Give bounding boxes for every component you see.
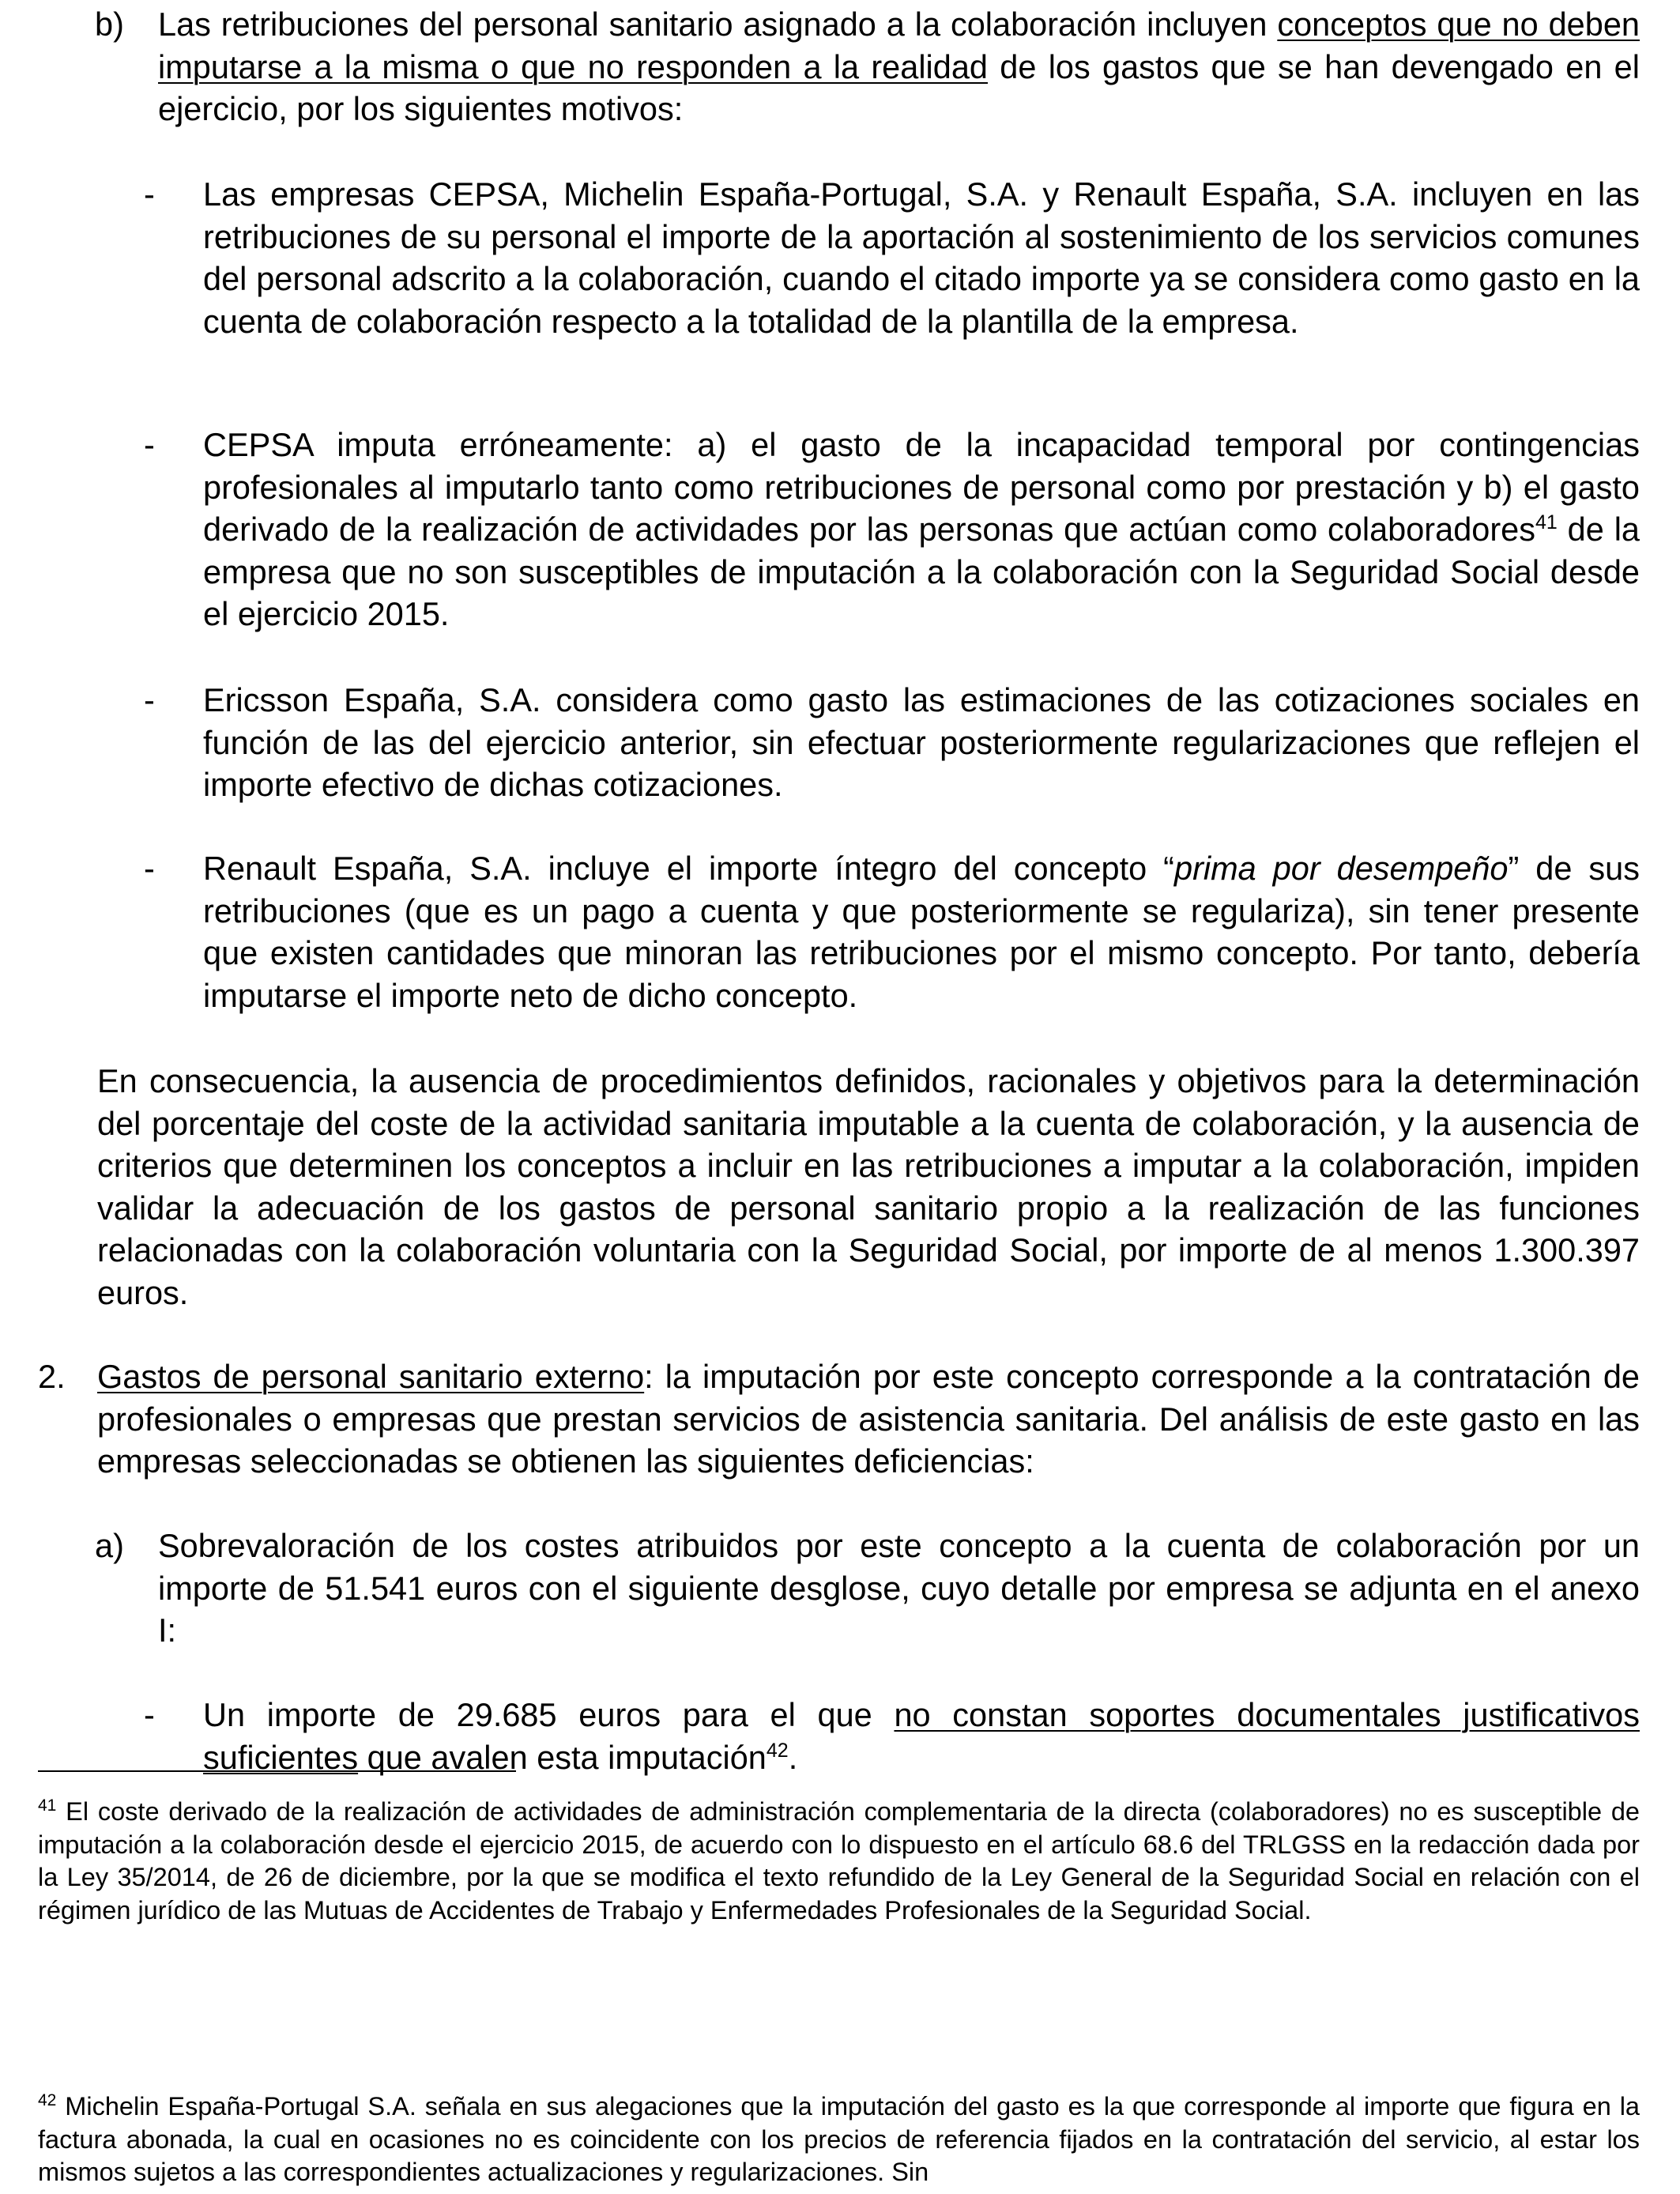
item-2-marker: 2. [38,1358,66,1395]
bullet-dash: - [144,681,155,718]
footnote-42: $^{42}$ Michelin España-Portugal S.A. señala en sus alegaciones que la imputación del gasto es la que corresponde al importe que figura en la factura abonada, la cual en ocasiones no es coincidente con los precios de referencia fijados en la contratación del servicio, al estar los mismos sujetos a las correspondientes actualizaciones y regularizaciones. Sin [38,2091,1640,2186]
section-heading-underlined: Gastos de personal sanitario externo [97,1358,645,1395]
item-2a-paragraph: Sobrevaloración de los costes atribuidos por este concepto a la cuenta de colaboración por un importe de 51.541 euros con el siguiente desglose, cuyo detalle por empresa se adjunta en el anexo I: [158,1527,1640,1649]
item-2-paragraph: Gastos de personal sanitario externo: la imputación por este concepto corresponde a la contratación de profesionales o empresas que prestan servicios de asistencia sanitaria. Del análisis de este gasto en las empresas seleccionadas se obtienen las siguientes deficiencias: [97,1358,1640,1480]
bullet-item-2: CEPSA imputa erróneamente: a) el gasto de la incapacidad temporal por contingencias profesionales al imputarlo tanto como retribuciones de personal como por prestación y b) el gasto derivado de la realización de actividades por las personas que actúan como colaboradores$^{41}$ de la empresa que no son susceptibles de imputación a la colaboración con la Seguridad Social desde el ejercicio 2015. [203,426,1640,632]
item-b-paragraph: Las retribuciones del personal sanitario asignado a la colaboración incluyen conceptos que no deben imputarse a la misma o que no responden a la realidad de los gastos que se han devengado en el ejercicio, por los siguientes motivos: [158,6,1640,127]
bullet-item-2a-1: Un importe de 29.685 euros para el que no constan soportes documentales justificativos suficientes que avalen esta imputación$^{42}$. [203,1696,1640,1776]
underlined-phrase: conceptos que no deben imputarse a la misma o que no responden a la realidad [158,6,1640,85]
bullet-dash: - [144,1696,155,1733]
footnote-ref-41[interactable]: 41 [1535,511,1558,533]
italic-term: prima por desempeño [1173,850,1509,887]
footnote-number: 42 [38,2091,57,2109]
bullet-item-1: Las empresas CEPSA, Michelin España-Portugal, S.A. y Renault España, S.A. incluyen en las retribuciones de su personal el importe de la aportación al sostenimiento de los servicios comunes del personal adscrito a la colaboración, cuando el citado importe ya se considera como gasto en la cuenta de colaboración respecto a la totalidad de la plantilla de la empresa. [203,175,1640,340]
bullet-dash: - [144,175,155,213]
footnote-number: 41 [38,1796,57,1815]
bullet-item-4: Renault España, S.A. incluye el importe íntegro del concepto “prima por desempeño” de sus retribuciones (que es un pago a cuenta y que posteriormente se regulariza), sin tener presente que existen cantidades que minoran las retribuciones por el mismo concepto. Por tanto, debería imputarse el importe neto de dicho concepto. [203,850,1640,1014]
underlined-phrase: no constan soportes documentales justificativos suficientes [203,1696,1640,1776]
bullet-dash: - [144,426,155,463]
bullet-item-3: Ericsson España, S.A. considera como gasto las estimaciones de las cotizaciones sociales en función de las del ejercicio anterior, sin efectuar posteriormente regularizaciones que reflejen el importe efectivo de dichas cotizaciones. [203,681,1640,803]
conclusion-paragraph: En consecuencia, la ausencia de procedimientos definidos, racionales y objetivos para la determinación del porcentaje del coste de la actividad sanitaria imputable a la cuenta de colaboración, y la ausencia de criterios que determinen los conceptos a incluir en las retribuciones a imputar a la colaboración, impiden validar la adecuación de los gastos de personal sanitario propio a la realización de las funciones relacionadas con la colaboración voluntaria con la Seguridad Social, por importe de al menos 1.300.397 euros. [97,1062,1640,1311]
footnote-separator [38,1770,516,1772]
footnote-ref-42[interactable]: 42 [766,1739,789,1762]
item-b-marker: b) [95,6,124,43]
item-2a-marker: a) [95,1527,124,1564]
bullet-dash: - [144,850,155,887]
footnote-41: $^{41}$ El coste derivado de la realización de actividades de administración complementaria de la directa (colaboradores) no es susceptible de imputación a la colaboración desde el ejercicio 2015, de acuerdo con lo dispuesto en el artículo 68.6 del TRLGSS en la redacción dada por la Ley 35/2014, de 26 de diciembre, por la que se modifica el texto refundido de la Ley General de la Seguridad Social en relación con el régimen jurídico de las Mutuas de Accidentes de Trabajo y Enfermedades Profesionales de la Seguridad Social. [38,1796,1640,1924]
